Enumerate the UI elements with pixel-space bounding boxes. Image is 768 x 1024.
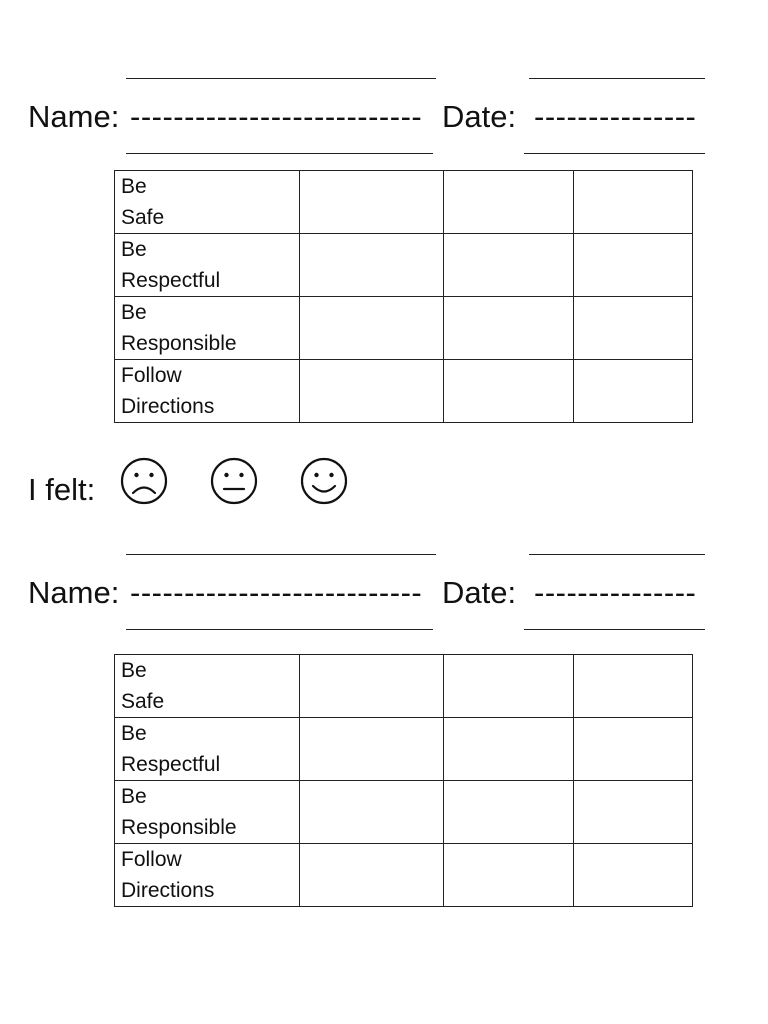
name-line-bottom — [126, 629, 433, 630]
check-cell[interactable] — [444, 360, 574, 423]
date-label: Date: — [442, 575, 517, 610]
behavior-label-cell: Follow Directions — [115, 360, 300, 423]
date-label: Date: — [442, 99, 517, 134]
check-cell[interactable] — [444, 171, 574, 234]
check-cell[interactable] — [574, 297, 693, 360]
check-cell[interactable] — [300, 781, 444, 844]
behavior-table — [114, 654, 693, 907]
check-cell[interactable] — [574, 171, 693, 234]
date-line-top — [529, 78, 705, 79]
check-cell[interactable] — [300, 171, 444, 234]
neutral-face-icon[interactable] — [209, 456, 259, 506]
check-cell[interactable] — [300, 234, 444, 297]
check-cell[interactable] — [574, 655, 693, 718]
date-field[interactable]: --------------- — [534, 575, 697, 610]
check-cell[interactable] — [444, 234, 574, 297]
behavior-table — [114, 170, 693, 423]
name-label: Name: — [28, 99, 120, 134]
check-cell[interactable] — [300, 360, 444, 423]
name-line-top — [126, 554, 436, 555]
check-cell[interactable] — [444, 844, 574, 907]
date-field[interactable]: --------------- — [534, 99, 697, 134]
check-cell[interactable] — [444, 718, 574, 781]
table-row — [115, 171, 693, 234]
date-line-top — [529, 554, 705, 555]
table-row — [115, 234, 693, 297]
felt-label: I felt: — [28, 472, 96, 507]
table-row — [115, 844, 693, 907]
check-cell[interactable] — [574, 781, 693, 844]
name-field[interactable]: --------------------------- — [130, 575, 423, 610]
behavior-label-cell: Be Safe — [115, 171, 300, 234]
check-cell[interactable] — [300, 297, 444, 360]
date-line-bottom — [524, 629, 705, 630]
check-cell[interactable] — [574, 234, 693, 297]
table-row — [115, 781, 693, 844]
check-cell[interactable] — [574, 718, 693, 781]
table-row — [115, 297, 693, 360]
behavior-label-cell: Be Safe — [115, 655, 300, 718]
table-row — [115, 360, 693, 423]
behavior-label-cell: Be Respectful — [115, 718, 300, 781]
check-cell[interactable] — [444, 655, 574, 718]
table-row — [115, 655, 693, 718]
name-label: Name: — [28, 575, 120, 610]
check-cell[interactable] — [444, 781, 574, 844]
table-row — [115, 718, 693, 781]
happy-face-icon[interactable] — [299, 456, 349, 506]
check-cell[interactable] — [574, 360, 693, 423]
date-line-bottom — [524, 153, 705, 154]
check-cell[interactable] — [444, 297, 574, 360]
check-cell[interactable] — [574, 844, 693, 907]
check-cell[interactable] — [300, 718, 444, 781]
check-cell[interactable] — [300, 844, 444, 907]
name-line-top — [126, 78, 436, 79]
sad-face-icon[interactable] — [119, 456, 169, 506]
name-line-bottom — [126, 153, 433, 154]
behavior-label-cell: Follow Directions — [115, 844, 300, 907]
behavior-label-cell: Be Responsible — [115, 297, 300, 360]
check-cell[interactable] — [300, 655, 444, 718]
name-field[interactable]: --------------------------- — [130, 99, 423, 134]
behavior-label-cell: Be Respectful — [115, 234, 300, 297]
behavior-label-cell: Be Responsible — [115, 781, 300, 844]
